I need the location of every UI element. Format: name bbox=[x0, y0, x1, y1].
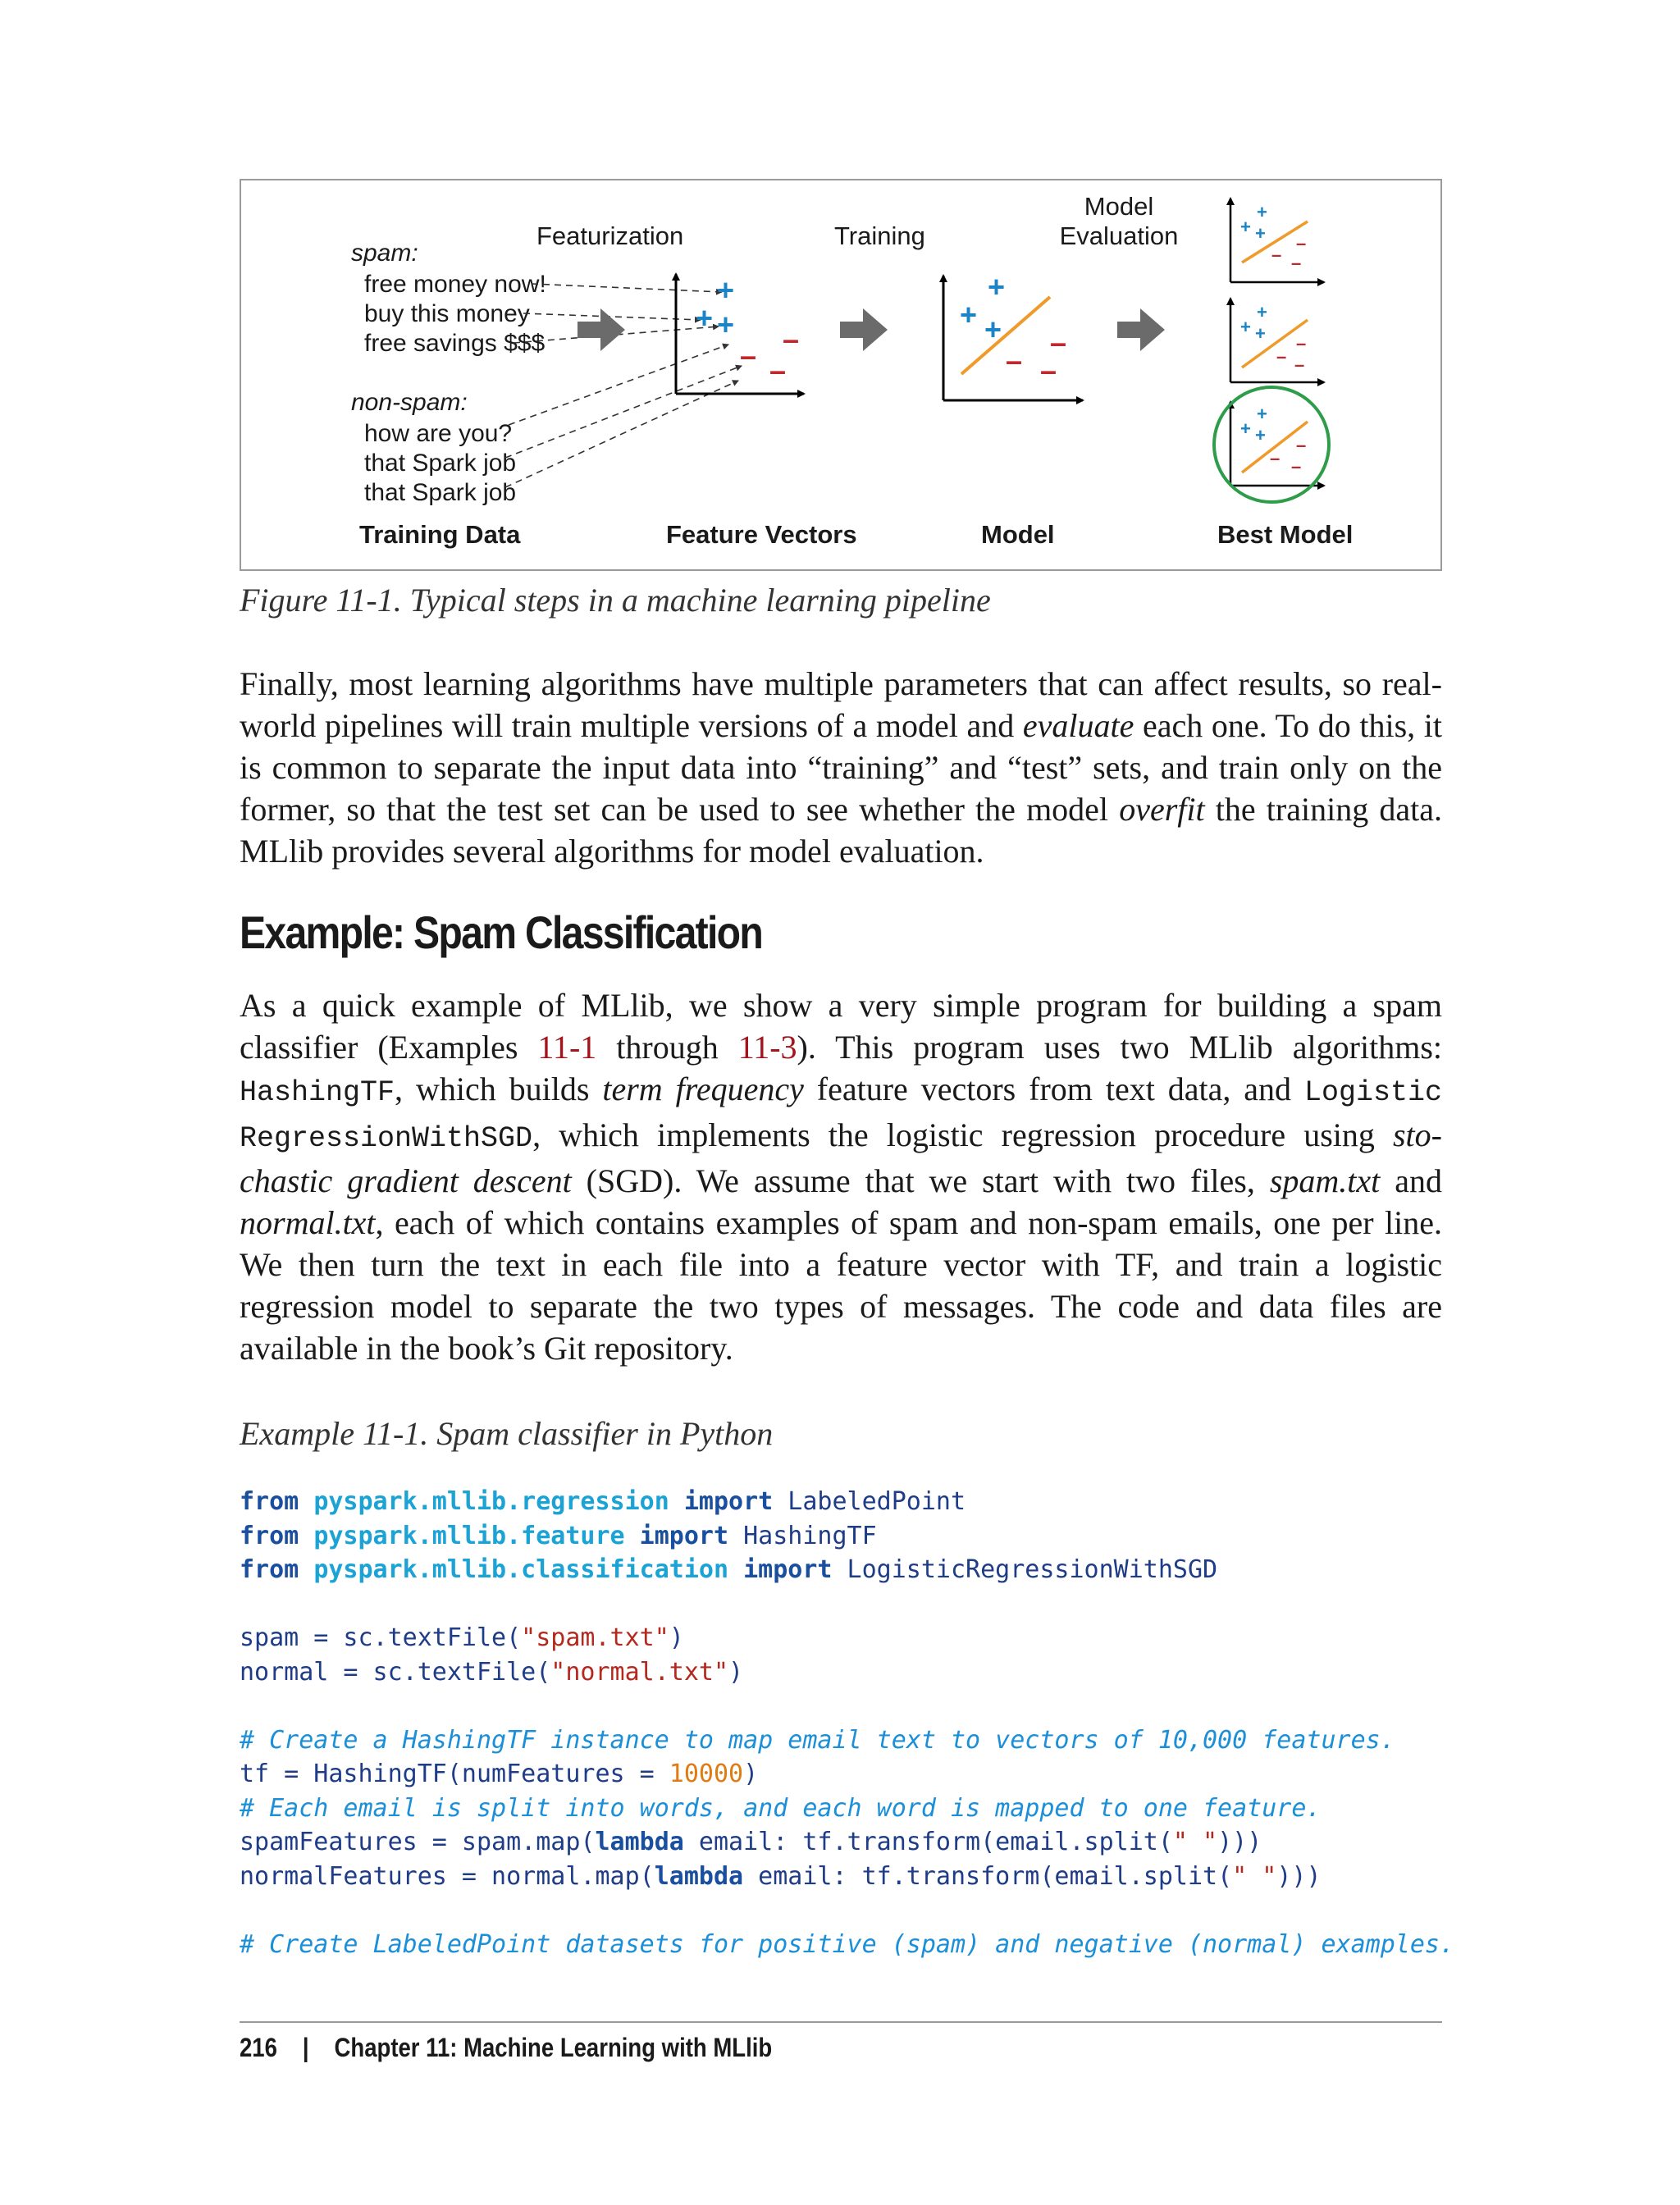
text-run: each one. To do this, it is common to separate the input data into “training” and “test” sets, and train only on the former, so that the test set can be used to see whether the model bbox=[240, 707, 1442, 828]
svg-text:–: – bbox=[1291, 253, 1302, 273]
svg-text:+: + bbox=[696, 301, 714, 335]
svg-text:–: – bbox=[1296, 333, 1307, 354]
nonspam-example: how are you? bbox=[364, 420, 513, 447]
code-comment: # Create a HashingTF instance to map email text to vectors of 10,000 features. bbox=[240, 1725, 1395, 1755]
training-label: Training bbox=[834, 221, 925, 250]
arrow-icon bbox=[578, 308, 625, 351]
page-footer bbox=[240, 2033, 772, 2063]
code-line: spamFeatures = spam.map(lambda email: tf.transform(email.split(" "))) bbox=[240, 1828, 1262, 1856]
stage-arrows bbox=[578, 308, 1165, 351]
svg-text:–: – bbox=[1296, 435, 1307, 455]
xref-link-11-1[interactable]: 11-1 bbox=[537, 1029, 597, 1066]
eval-plot-2-points bbox=[1240, 302, 1306, 375]
eval-plot-1-points bbox=[1240, 202, 1306, 273]
text-run: ). This program uses two MLlib algorithms: bbox=[797, 1029, 1443, 1066]
feature-vectors-label: Feature Vectors bbox=[666, 520, 857, 549]
code-line: from pyspark.mllib.classification import LogisticRegressionWithSGD bbox=[240, 1555, 1218, 1584]
spam-label: spam: bbox=[351, 240, 418, 267]
page-number: 216 bbox=[240, 2033, 277, 2062]
training-data-label: Training Data bbox=[359, 520, 521, 549]
svg-text:–: – bbox=[1040, 354, 1057, 387]
featurization-label: Featurization bbox=[536, 221, 684, 250]
spam-example: buy this money bbox=[364, 300, 530, 327]
code-comment: # Create LabeledPoint datasets for positive (spam) and negative (normal) examples. bbox=[240, 1929, 1455, 1959]
text-run: (SGD). We assume that we start with two files, bbox=[571, 1162, 1270, 1199]
emphasis: evaluate bbox=[1022, 707, 1134, 744]
xref-link-11-3[interactable]: 11-3 bbox=[737, 1029, 797, 1066]
nonspam-example: that Spark job bbox=[364, 450, 517, 477]
emphasis: stochastic gradient descent bbox=[240, 1116, 1442, 1199]
code-line: from pyspark.mllib.regression import LabeledPoint bbox=[240, 1487, 966, 1516]
pipeline-diagram bbox=[241, 180, 1444, 573]
model-eval-label-2: Evaluation bbox=[1059, 221, 1179, 250]
svg-text:+: + bbox=[984, 313, 1002, 346]
svg-text:–: – bbox=[769, 354, 787, 387]
intro-paragraph bbox=[240, 663, 1442, 872]
text-run: feature vectors from text data, and bbox=[803, 1071, 1304, 1107]
svg-text:–: – bbox=[1296, 233, 1307, 253]
footer-rule bbox=[240, 2021, 1442, 2023]
svg-text:+: + bbox=[960, 298, 978, 331]
svg-text:–: – bbox=[1291, 456, 1302, 477]
text-run: the training data. MLlib provides several algorithms for model evaluation. bbox=[240, 791, 1442, 870]
section-heading: Example: Spam Classification bbox=[240, 906, 763, 958]
nonspam-label: non-spam: bbox=[351, 389, 468, 416]
text-run: Finally, most learning algorithms have multiple parameters that can affect results, so real-world pipelines will train multiple versions of a model and bbox=[240, 665, 1442, 744]
svg-text:+: + bbox=[1255, 425, 1266, 445]
model-eval-label-1: Model bbox=[1084, 192, 1154, 221]
svg-text:+: + bbox=[1255, 323, 1266, 344]
arrow-icon bbox=[840, 308, 888, 351]
figure-caption: Figure 11-1. Typical steps in a machine learning pipeline bbox=[240, 582, 991, 619]
arrow-icon bbox=[1117, 308, 1165, 351]
code-comment: # Each email is split into words, and each word is mapped to one feature. bbox=[240, 1793, 1322, 1823]
best-model-label: Best Model bbox=[1217, 520, 1354, 549]
text-run: , which implements the logistic regression procedure using bbox=[532, 1116, 1393, 1153]
svg-text:+: + bbox=[1257, 404, 1267, 424]
code-line: normal = sc.textFile("normal.txt") bbox=[240, 1657, 744, 1687]
text-run: and bbox=[1380, 1162, 1442, 1199]
text-run: through bbox=[596, 1029, 738, 1066]
pipeline-figure bbox=[240, 179, 1442, 571]
code-listing bbox=[240, 1485, 1454, 1961]
svg-text:+: + bbox=[717, 273, 735, 307]
example-paragraph bbox=[240, 984, 1442, 1369]
svg-text:+: + bbox=[1257, 202, 1267, 222]
code-blank-line bbox=[240, 1689, 1454, 1723]
svg-text:–: – bbox=[1276, 346, 1287, 367]
spam-example: free money now! bbox=[364, 271, 546, 298]
inline-code: RegressionWithSGD bbox=[240, 1122, 533, 1155]
svg-text:–: – bbox=[783, 322, 800, 356]
svg-text:–: – bbox=[1006, 344, 1023, 377]
svg-text:+: + bbox=[717, 308, 735, 341]
code-line: from pyspark.mllib.feature import HashingTF bbox=[240, 1521, 877, 1550]
svg-text:–: – bbox=[1271, 244, 1282, 265]
inline-code: HashingTF bbox=[240, 1076, 395, 1109]
svg-text:–: – bbox=[1050, 326, 1067, 359]
text-run: , which builds bbox=[395, 1071, 603, 1107]
model-label: Model bbox=[981, 520, 1055, 549]
emphasis: term frequency bbox=[602, 1071, 804, 1107]
svg-text:+: + bbox=[1240, 317, 1251, 337]
emphasis: normal.txt bbox=[240, 1204, 376, 1241]
code-blank-line bbox=[240, 1893, 1454, 1928]
chapter-title: Chapter 11: Machine Learning with MLlib bbox=[334, 2033, 773, 2062]
feature-vectors-points bbox=[696, 273, 799, 387]
code-line: normalFeatures = normal.map(lambda email: tf.transform(email.split(" "))) bbox=[240, 1861, 1322, 1891]
code-blank-line bbox=[240, 1587, 1454, 1622]
text-run: As a quick example of MLlib, we show a very simple program for building a spam classifier (Examples bbox=[240, 987, 1442, 1066]
svg-text:+: + bbox=[1255, 223, 1266, 244]
spam-example: free savings $$$ bbox=[364, 330, 546, 357]
code-line: tf = HashingTF(numFeatures = 10000) bbox=[240, 1760, 759, 1788]
emphasis: spam.txt bbox=[1269, 1162, 1381, 1199]
svg-text:–: – bbox=[740, 339, 757, 372]
svg-text:+: + bbox=[1257, 302, 1267, 322]
svg-text:–: – bbox=[1270, 448, 1281, 468]
svg-text:–: – bbox=[1294, 354, 1305, 375]
svg-text:+: + bbox=[1240, 418, 1251, 439]
footer-separator: | bbox=[302, 2033, 309, 2062]
inline-code: Logistic bbox=[1303, 1076, 1443, 1109]
svg-text:+: + bbox=[1240, 217, 1251, 237]
svg-text:+: + bbox=[988, 270, 1006, 304]
emphasis: overfit bbox=[1119, 791, 1205, 828]
code-line: spam = sc.textFile("spam.txt") bbox=[240, 1623, 684, 1652]
text-run: , each of which contains examples of spam and non-spam emails, one per line. We then turn the text in each file into a feature vector with TF, and train a logistic regression model to separate the two types of messages. The code and data files are available in the book’s Git repository. bbox=[240, 1204, 1442, 1367]
example-title: Example 11-1. Spam classifier in Python bbox=[240, 1415, 774, 1452]
nonspam-example: that Spark job bbox=[364, 479, 517, 506]
